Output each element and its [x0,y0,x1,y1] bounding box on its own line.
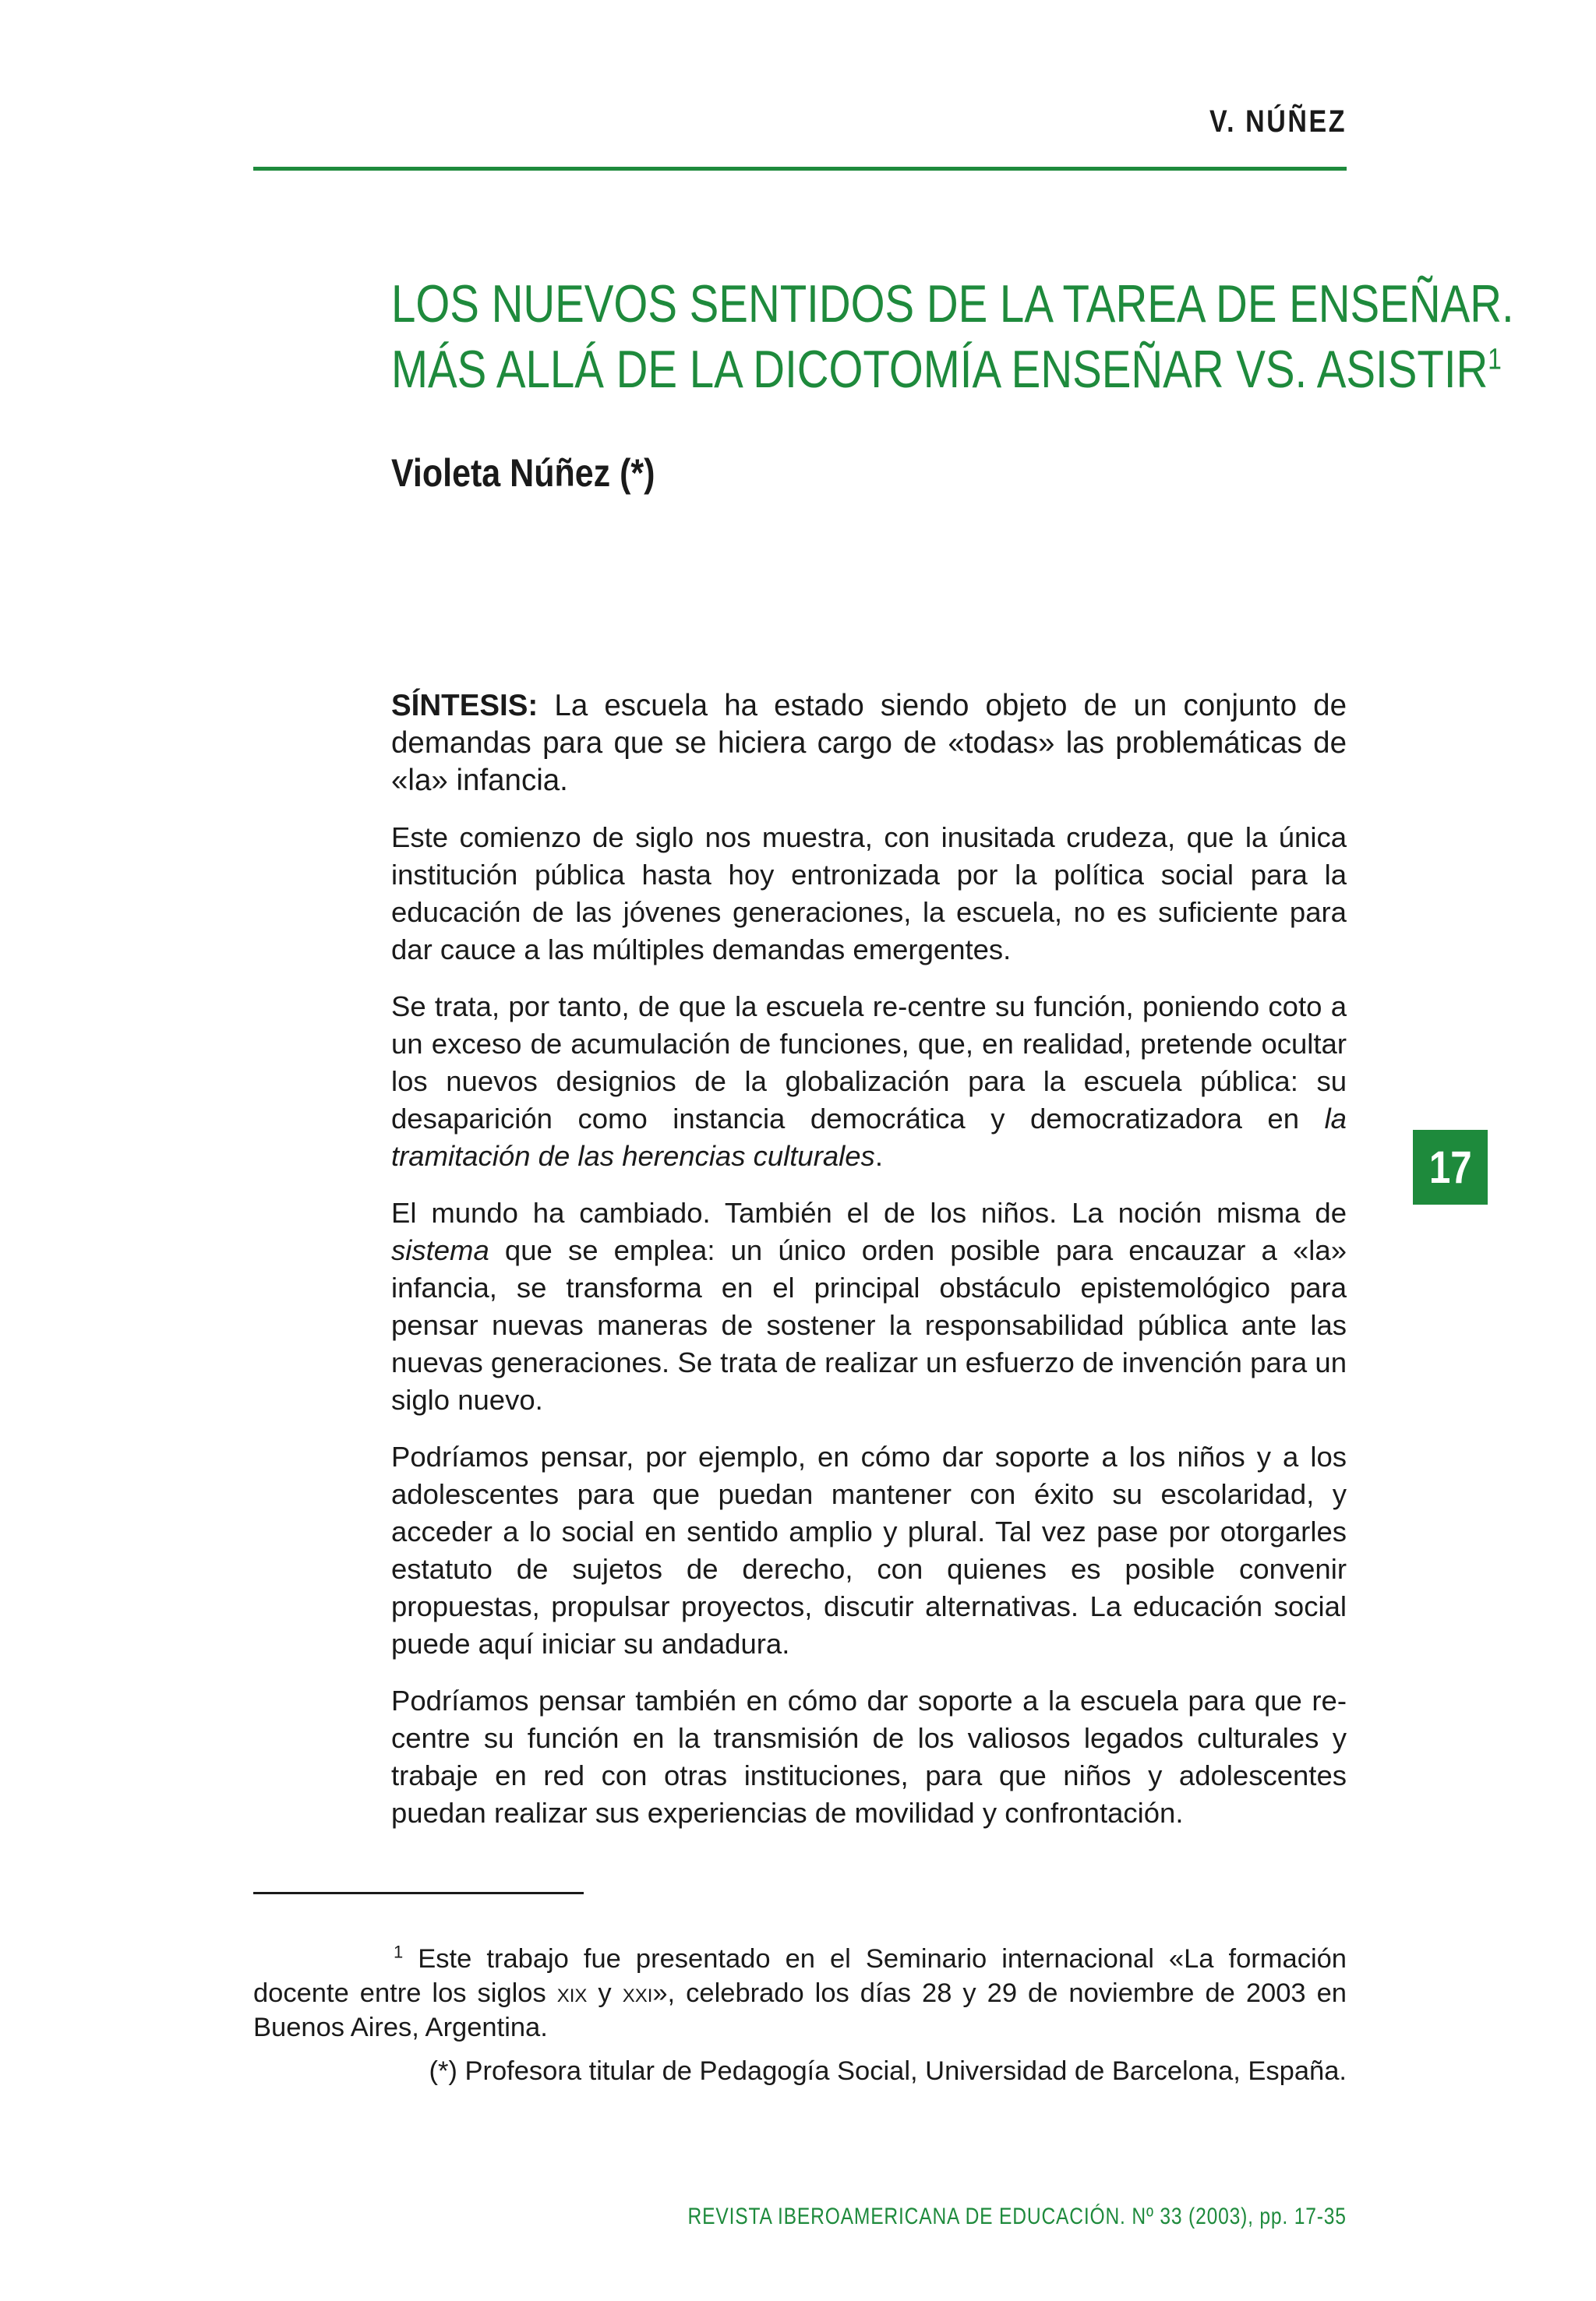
synthesis-text: La escuela ha estado siendo objeto de un conjunto de demandas para que se hiciera cargo de «todas» las problemáticas de «la» infancia. [391,689,1347,797]
body-paragraph-3 [391,1195,1347,1419]
header-rule [253,167,1347,171]
footnote-1-conjunction: y [587,1978,623,2008]
body-paragraph-2-text: Se trata, por tanto, de que la escuela re-centre su función, poniendo coto a un exceso de acumulación de funciones, que, en realidad, pretende ocultar los nuevos designios de la globalización para la escuela pública: su desaparición como instancia democrática y democratizadora en [391,990,1347,1135]
synthesis-paragraph [391,687,1347,799]
title-line-2-text: MÁS ALLÁ DE LA DICOTOMÍA ENSEÑAR VS. ASISTIR [391,340,1488,399]
journal-footer: REVISTA IBEROAMERICANA DE EDUCACIÓN. Nº 33 (2003), pp. 17-35 [687,2204,1347,2229]
body-paragraph-3-text: El mundo ha cambiado. También el de los niños. La noción misma de [391,1197,1347,1229]
footnote-1-text: Este trabajo fue presentado en el Seminario internacional «La formación docente entre los siglos [253,1944,1347,2008]
body-paragraph-3-rest: que se emplea: un único orden posible para encauzar a «la» infancia, se transforma en el principal obstáculo epistemológico para pensar nuevas maneras de sostener la responsabilidad pública ante las nuevas generaciones. Se trata de realizar un esfuerzo de invención para un siglo nuevo. [391,1234,1347,1416]
footnote-1-text-end: », celebrado los días 28 y 29 de noviembre de 2003 en Buenos Aires, Argentina. [253,1978,1347,2042]
title-footnote-mark[interactable]: 1 [1488,343,1502,376]
footnote-1-century-xix: xix [556,1978,588,2008]
article-title [391,271,1514,402]
footnote-1-century-xxi: xxi [622,1978,653,2008]
footnote-author-affiliation: (*) Profesora titular de Pedagogía Social, Universidad de Barcelona, España. [429,2056,1347,2086]
page-number: 17 [1428,1142,1472,1193]
body-paragraph-3-emphasis: sistema [391,1234,489,1266]
page-number-tab [1413,1130,1488,1205]
footnote-1 [253,1942,1347,2045]
body-paragraph-1: Este comienzo de siglo nos muestra, con inusitada crudeza, que la única institución pública hasta hoy entronizada por la política social para la educación de las jóvenes generaciones, la escuela, no es suficiente para dar cauce a las múltiples demandas emergentes. [391,821,1347,965]
footnotes [253,1942,1347,2098]
synthesis-label: SÍNTESIS: [391,689,538,722]
author-name: Violeta Núñez (*) [391,451,655,495]
footnote-rule [253,1892,584,1894]
body-paragraph-4: Podríamos pensar, por ejemplo, en cómo dar soporte a los niños y a los adolescentes para que puedan mantener con éxito su escolaridad, y acceder a lo social en sentido amplio y plural. Tal vez pase por otorgarles estatuto de sujetos de derecho, con quienes es posible convenir propuestas, propulsar proyectos, discutir alternativas. La educación social puede aquí iniciar su andadura. [391,1441,1347,1660]
title-line-2 [391,337,1502,402]
running-head-author: V. NÚÑEZ [1209,104,1347,139]
article-body [391,687,1347,1851]
body-paragraph-2-end: . [874,1140,883,1172]
title-line-1: LOS NUEVOS SENTIDOS DE LA TAREA DE ENSEÑAR. [391,274,1514,334]
body-paragraph-2 [391,988,1347,1175]
footnote-1-mark: 1 [394,1942,404,1962]
body-paragraph-2-emphasis: la tramitación de las herencias culturales [391,1103,1347,1172]
body-paragraph-5: Podríamos pensar también en cómo dar soporte a la escuela para que re-centre su función en la transmisión de los valiosos legados culturales y trabaje en red con otras instituciones, para que niños y adolescentes puedan realizar sus experiencias de movilidad y confrontación. [391,1685,1347,1829]
